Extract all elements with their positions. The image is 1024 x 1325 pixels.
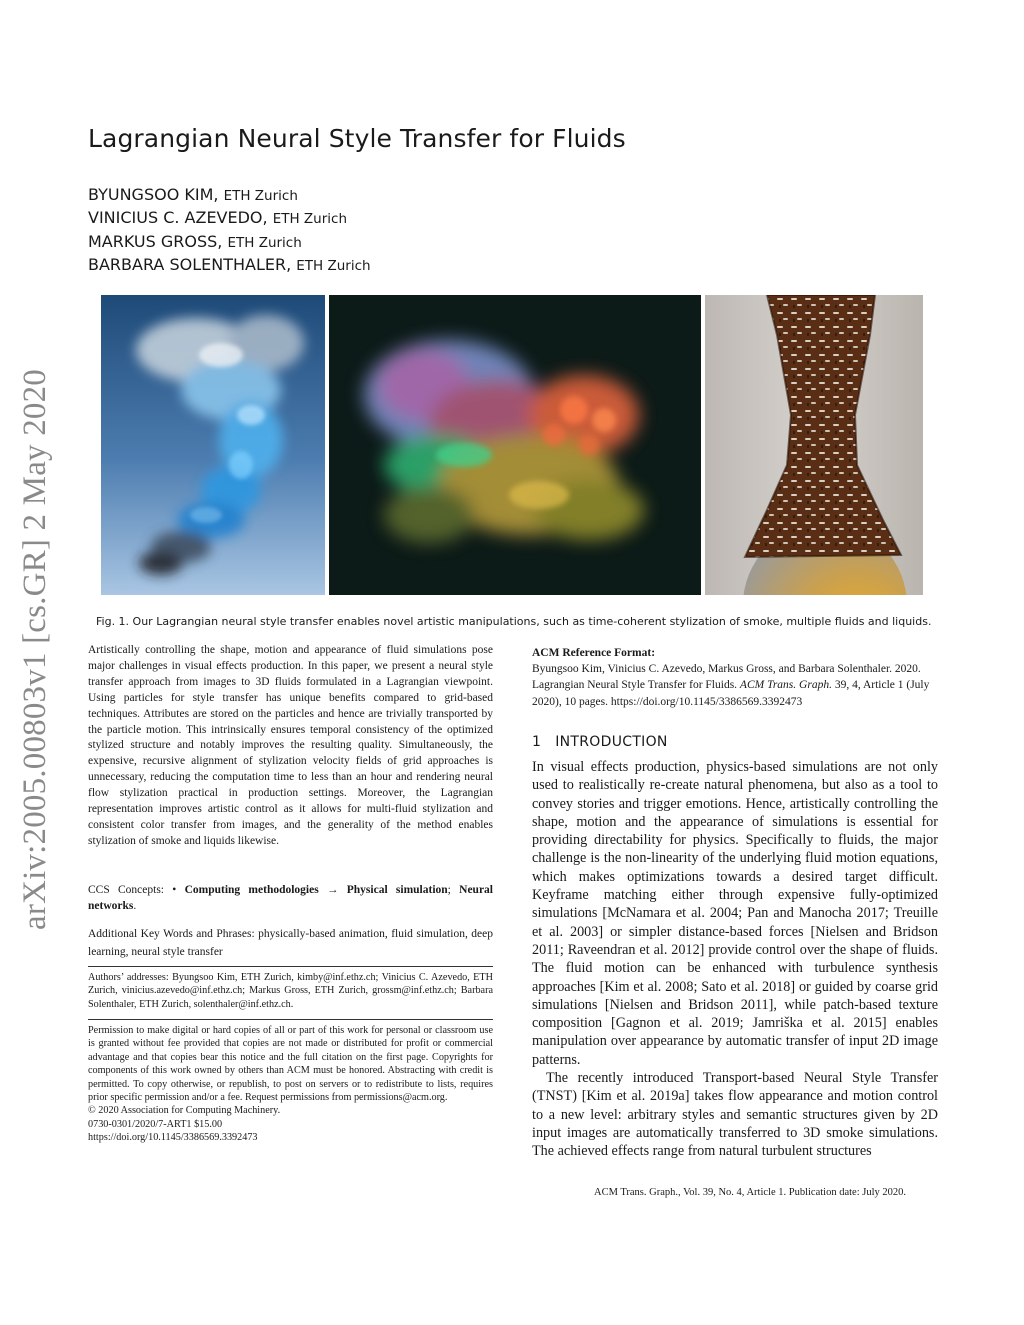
issn-line: 0730-0301/2020/7-ART1 $15.00	[88, 1118, 223, 1130]
figure-panel-multi-fluid	[329, 295, 701, 595]
keywords	[88, 926, 493, 961]
author-name: VINICIUS C. AZEVEDO,	[88, 208, 268, 227]
ccs-separator: ;	[447, 884, 460, 896]
liquid-illustration	[705, 295, 923, 595]
paragraph: In visual effects production, physics-based simulations are not only used to realistically re-create natural phenomena, but also as a tool to convey stories and trigger emotions. Hence, artistically controlling the shape, motion and the appearance of simulations is essential for providing directability for physics. Specifically to fluids, the major challenge is the non-linearity of the underlying fluid motion equations, which makes optimizations towards a desired target difficult. Keyframe matching either through expensive fully-optimized simulations [McNamara et al. 2004; Pan and Manocha 2017; Treuille et al. 2003] or simpler distance-based forces [Nielsen and Bridson 2011; Raveendran et al. 2012] provide control over the shape of fluids. The fluid motion can be enhanced with turbulence synthesis approaches [Kim et al. 2008; Sato et al. 2018] or guided by coarse grid simulations [Nielsen and Bridson 2011], while patch-based texture composition [Gagnon et al. 2019; Jamriška et al. 2015] enables manipulation over appearance by automatic transfer of input 2D image patterns.	[532, 759, 938, 1068]
multi-fluid-illustration	[329, 295, 701, 595]
page-footer: ACM Trans. Graph., Vol. 39, No. 4, Article 1. Publication date: July 2020.	[594, 1187, 906, 1198]
keywords-text: Additional Key Words and Phrases: physically-based animation, fluid simulation, deep learning, neural style transfer	[88, 928, 493, 958]
author-affiliation: ETH Zurich	[272, 211, 348, 227]
section-heading	[532, 734, 938, 750]
permission-block	[88, 1024, 493, 1145]
paper-title: Lagrangian Neural Style Transfer for Fluids	[88, 124, 626, 153]
smoke-illustration	[101, 295, 325, 595]
acm-reference-tail[interactable]: 39, 4, Article 1 (July 2020), 10 pages. https://doi.org/10.1145/3386569.3392473	[532, 679, 930, 708]
figure-caption: Fig. 1. Our Lagrangian neural style transfer enables novel artistic manipulations, such as time-coherent stylization of smoke, multiple fluids and liquids.	[96, 615, 932, 628]
abstract-text: Artistically controlling the shape, motion and appearance of fluid simulations pose major challenges in visual effects production. In this paper, we present a neural style transfer approach from images to 3D fluids formulated in a Lagrangian viewpoint. Using particles for style transfer has unique benefits compared to grid-based techniques. Attributes are stored on the particles and hence are trivially transported by the particle motion. This intrinsically ensures temporal consistency of the optimized stylized structure and notably improves the resulting quality. Simultaneously, the expensive, recursive alignment of stylization velocity fields of grid approaches is unnecessary, reducing the computation time to less than an hour and rendering neural flow stylization practical in production settings. Moreover, the Lagrangian representation improves artistic control as it allows for multi-fluid stylization and consistent color transfer from images, and the generality of the method enables stylization of smoke and liquids likewise.	[88, 644, 493, 847]
ccs-label: CCS Concepts: •	[88, 884, 185, 896]
doi-link[interactable]: https://doi.org/10.1145/3386569.3392473	[88, 1132, 258, 1144]
ccs-concept: Computing methodologies	[184, 884, 319, 896]
permission-text: Permission to make digital or hard copies of all or part of this work for personal or classroom use is granted without fee provided that copies are not made or distributed for profit or commercial advantage and that copies bear this notice and the full citation on the first page. Copyrights for components of this work owned by others than ACM must be honored. Abstracting with credit is permitted. To copy otherwise, or republish, to post on servers or to redistribute to lists, requires prior specific permission and/or a fee. Request permissions from permissions@acm.org.	[88, 1025, 493, 1104]
abstract	[88, 643, 493, 850]
author-line	[88, 232, 302, 251]
author-name: BYUNGSOO KIM,	[88, 185, 219, 204]
footnote-divider	[88, 966, 493, 967]
ccs-concept: Physical simulation	[346, 884, 448, 896]
permission-divider	[88, 1019, 493, 1020]
copyright-line: © 2020 Association for Computing Machinery.	[88, 1105, 281, 1117]
ccs-end: .	[133, 899, 137, 912]
author-affiliation: ETH Zurich	[296, 258, 371, 274]
ccs-concept: Neural networks	[88, 884, 493, 912]
acm-reference-format	[532, 645, 938, 710]
ccs-concepts	[88, 883, 493, 915]
paragraph: The recently introduced Transport-based Neural Style Transfer (TNST) [Kim et al. 2019a] takes flow appearance and motion control to a new level: arbitrary styles and semantic structures given by 2D input images are automatically transferred to 3D smoke simulations. The achieved effects range from natural turbulent structures	[532, 1070, 938, 1160]
acm-reference-label: ACM Reference Format:	[532, 647, 656, 659]
section-title: INTRODUCTION	[555, 734, 668, 750]
author-line	[88, 208, 347, 227]
arxiv-stamp: arXiv:2005.00803v1 [cs.GR] 2 May 2020	[17, 368, 53, 930]
author-line	[88, 185, 298, 204]
acm-reference-journal: ACM Trans. Graph.	[739, 679, 832, 692]
section-number: 1	[532, 734, 542, 750]
acm-reference-text: Byungsoo Kim, Vinicius C. Azevedo, Markus Gross, and Barbara Solenthaler. 2020. Lagrangian Neural Style Transfer for Fluids.	[532, 663, 921, 692]
authors-addresses: Authors’ addresses: Byungsoo Kim, ETH Zurich, kimby@inf.ethz.ch; Vinicius C. Azevedo, ETH Zurich, vinicius.azevedo@inf.ethz.ch; Markus Gross, ETH Zurich, grossm@inf.ethz.ch; Barbara Solenthaler, ETH Zurich, solenthaler@inf.ethz.ch.	[88, 972, 493, 1010]
author-affiliation: ETH Zurich	[223, 188, 298, 204]
author-name: MARKUS GROSS,	[88, 232, 223, 251]
figure-panel-liquid	[705, 295, 923, 595]
author-line	[88, 255, 371, 274]
introduction-body	[532, 758, 938, 1161]
author-affiliation: ETH Zurich	[227, 235, 302, 251]
figure-panel-smoke	[101, 295, 325, 595]
ccs-arrow: →	[318, 884, 347, 896]
author-name: BARBARA SOLENTHALER,	[88, 255, 292, 274]
